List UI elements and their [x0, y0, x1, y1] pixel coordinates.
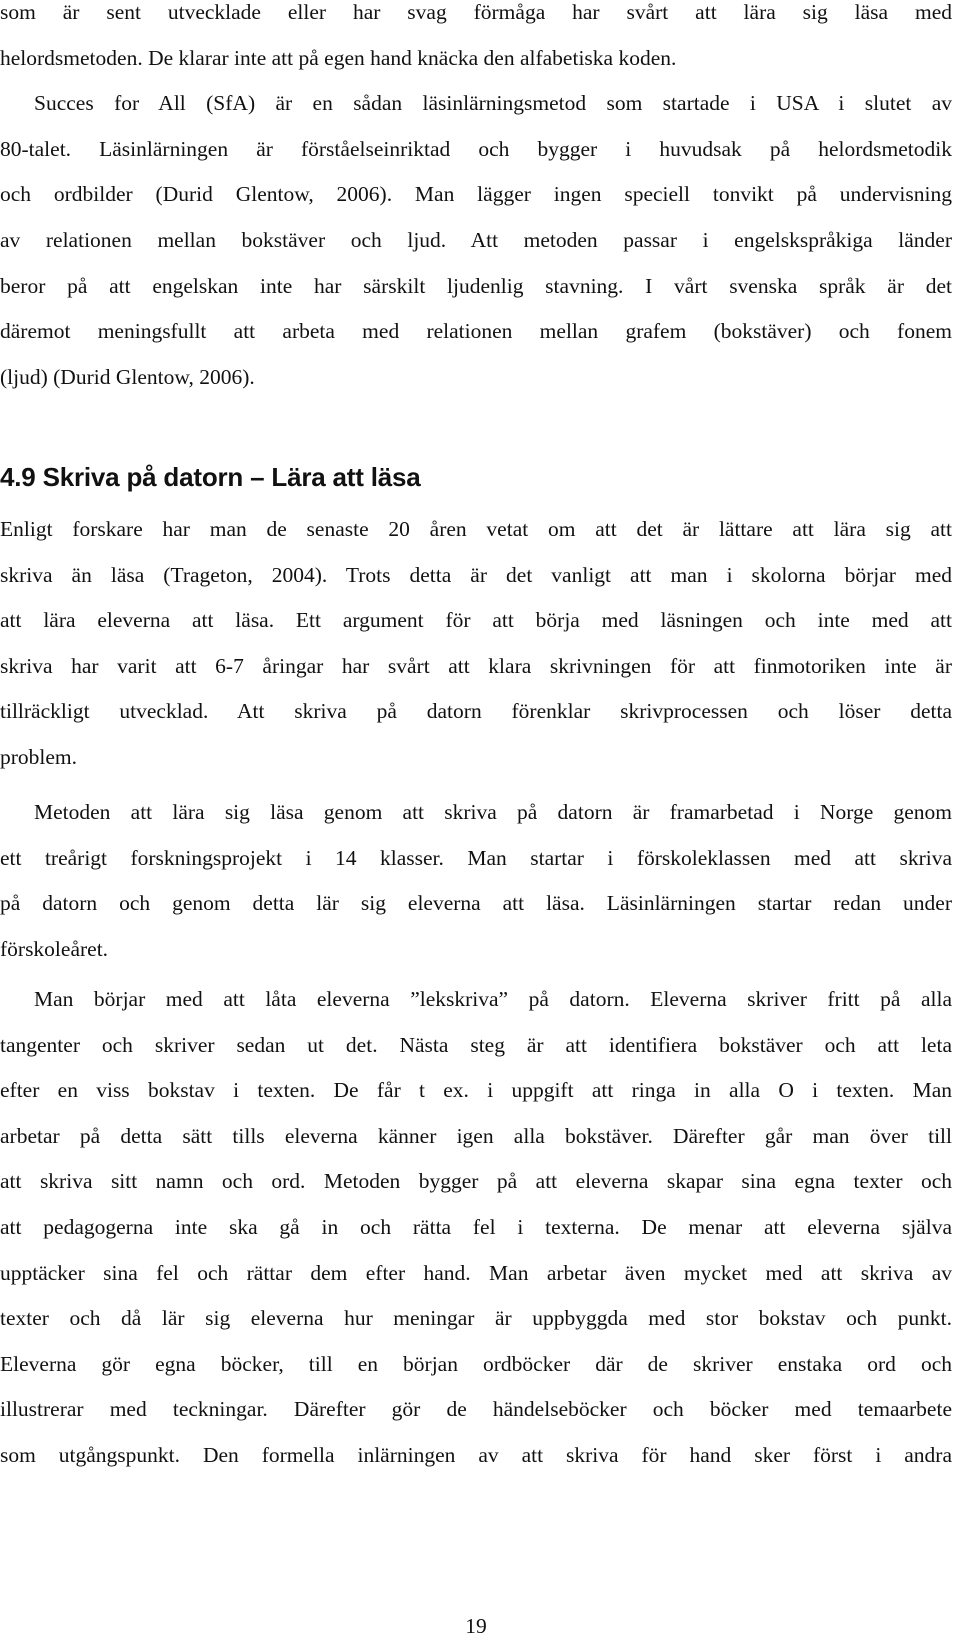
text-line: på datorn och genom detta lär sig eleverna att läsa. Läsinlärningen startar redan under: [0, 891, 952, 916]
section-paragraph-3: [0, 977, 952, 1479]
text-line: efter en viss bokstav i texten. De får t ex. i uppgift att ringa in alla O i texten. Man: [0, 1078, 952, 1103]
text-line: Enligt forskare har man de senaste 20 åren vetat om att det är lättare att lära sig att: [0, 517, 952, 541]
text-line: däremot meningsfullt att arbeta med relationen mellan grafem (bokstäver) och fonem: [0, 319, 952, 344]
text-line: Eleverna gör egna böcker, till en början ordböcker där de skriver enstaka ord och: [0, 1351, 952, 1376]
text-line: problem.: [0, 744, 78, 769]
text-line: förskoleåret.: [0, 936, 109, 961]
section-heading: 4.9 Skriva på datorn – Lära att läsa: [0, 462, 421, 492]
text-line: 80-talet. Läsinlärningen är förståelseinriktad och bygger i huvudsak på helordsmetodik: [0, 136, 952, 161]
text-line: Man börjar med att låta eleverna ”lekskriva” på datorn. Eleverna skriver fritt på alla: [34, 987, 952, 1011]
text-line: som utgångspunkt. Den formella inlärningen av att skriva för hand sker först i andra: [0, 1442, 952, 1467]
section-paragraph-2: [0, 790, 952, 972]
top-paragraph: [0, 0, 952, 400]
text-line: ett treårigt forskningsprojekt i 14 klasser. Man startar i förskoleklassen med att skriva: [0, 845, 952, 870]
text-line: att pedagogerna inte ska gå in och rätta fel i texterna. De menar att eleverna själva: [0, 1214, 952, 1239]
page-number: 19: [465, 1614, 487, 1638]
text-line: (ljud) (Durid Glentow, 2006).: [0, 364, 255, 389]
text-line: och ordbilder (Durid Glentow, 2006). Man lägger ingen speciell tonvikt på undervisning: [0, 182, 952, 207]
text-line: att skriva sitt namn och ord. Metoden bygger på att eleverna skapar sina egna texter och: [0, 1169, 952, 1194]
text-line: tangenter och skriver sedan ut det. Nästa steg är att identifiera bokstäver och att leta: [0, 1032, 952, 1057]
text-line: arbetar på detta sätt tills eleverna känner igen alla bokstäver. Därefter går man över till: [0, 1123, 952, 1148]
text-line: beror på att engelskan inte har särskilt ljudenlig stavning. I vårt svenska språk är det: [0, 273, 952, 298]
text-line: illustrerar med teckningar. Därefter gör de händelseböcker och böcker med temaarbete: [0, 1397, 952, 1422]
text-line: Succes for All (SfA) är en sådan läsinlärningsmetod som startade i USA i slutet av: [34, 91, 952, 116]
text-line: av relationen mellan bokstäver och ljud. Att metoden passar i engelskspråkiga länder: [0, 227, 952, 252]
text-line: skriva än läsa (Trageton, 2004). Trots detta är det vanligt att man i skolorna börjar med: [0, 562, 952, 587]
text-line: upptäcker sina fel och rättar dem efter hand. Man arbetar även mycket med att skriva av: [0, 1260, 952, 1285]
text-line: tillräckligt utvecklad. Att skriva på datorn förenklar skrivprocessen och löser detta: [0, 699, 952, 724]
text-line: att lära eleverna att läsa. Ett argument för att börja med läsningen och inte med att: [0, 608, 952, 633]
text-line: helordsmetoden. De klarar inte att på egen hand knäcka den alfabetiska koden.: [0, 45, 677, 70]
section-paragraph-1: [0, 507, 952, 781]
text-line: som är sent utvecklade eller har svag förmåga har svårt att lära sig läsa med: [0, 0, 952, 24]
text-line: skriva har varit att 6-7 åringar har svårt att klara skrivningen för att finmotoriken inte är: [0, 653, 952, 678]
text-line: Metoden att lära sig läsa genom att skriva på datorn är framarbetad i Norge genom: [34, 800, 952, 824]
text-line: texter och då lär sig eleverna hur meningar är uppbyggda med stor bokstav och punkt.: [0, 1306, 952, 1331]
